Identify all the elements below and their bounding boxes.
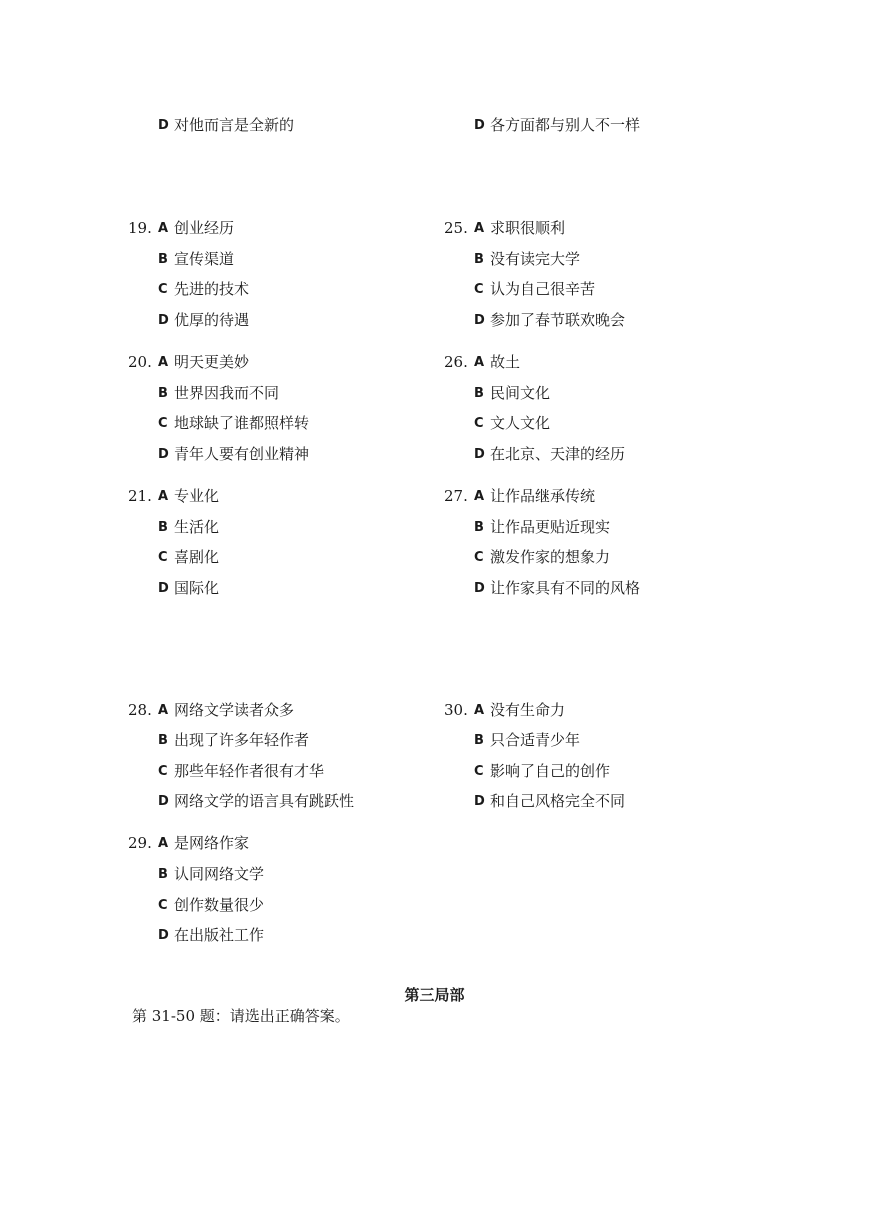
option-text: 只合适青少年: [490, 731, 581, 749]
option-text: 各方面都与别人不一样: [490, 116, 641, 134]
option-letter: D: [474, 581, 485, 596]
question-number: 30.: [444, 701, 468, 719]
option-text: 出现了许多年轻作者: [174, 731, 310, 749]
section-title: 第三局部: [404, 986, 465, 1004]
option-letter: A: [474, 703, 485, 718]
option-letter: D: [158, 794, 169, 809]
option-letter: A: [474, 355, 485, 370]
option-text: 在出版社工作: [174, 926, 265, 944]
question-number: 28.: [128, 701, 152, 719]
option-letter: C: [474, 764, 484, 779]
option-letter: D: [158, 313, 169, 328]
option-text: 民间文化: [490, 384, 551, 402]
option-text: 故土: [490, 353, 521, 371]
option-text: 国际化: [174, 579, 220, 597]
option-letter: A: [158, 703, 169, 718]
question-number: 25.: [444, 219, 468, 237]
question-number: 21.: [128, 487, 152, 505]
option-text: 参加了春节联欢晚会: [490, 311, 626, 329]
option-letter: C: [158, 764, 168, 779]
option-text: 专业化: [174, 487, 220, 505]
question-number: 26.: [444, 353, 468, 371]
question-number: 19.: [128, 219, 152, 237]
option-letter: C: [158, 550, 168, 565]
option-letter: A: [158, 355, 169, 370]
option-text: 在北京、天津的经历: [490, 445, 626, 463]
option-text: 网络文学的语言具有跳跃性: [174, 792, 355, 810]
option-text: 激发作家的想象力: [490, 548, 611, 566]
option-text: 让作家具有不同的风格: [490, 579, 641, 597]
option-text: 明天更美妙: [174, 353, 250, 371]
question-number: 29.: [128, 834, 152, 852]
option-letter: B: [158, 867, 168, 882]
option-letter: C: [474, 416, 484, 431]
option-text: 世界因我而不同: [174, 384, 280, 402]
option-letter: B: [474, 520, 484, 535]
option-letter: B: [158, 733, 168, 748]
option-letter: A: [158, 221, 169, 236]
option-letter: D: [474, 447, 485, 462]
option-text: 认同网络文学: [174, 865, 265, 883]
option-letter: A: [158, 489, 169, 504]
option-text: 对他而言是全新的: [174, 116, 295, 134]
question-number: 20.: [128, 353, 152, 371]
option-letter: C: [158, 282, 168, 297]
option-text: 没有生命力: [490, 701, 566, 719]
option-text: 创作数量很少: [174, 896, 265, 914]
option-letter: C: [474, 282, 484, 297]
option-text: 让作品更贴近现实: [490, 518, 611, 536]
option-letter: B: [158, 520, 168, 535]
option-text: 创业经历: [174, 219, 235, 237]
option-letter: B: [474, 386, 484, 401]
option-text: 求职很顺利: [490, 219, 566, 237]
question-number: 27.: [444, 487, 468, 505]
option-letter: A: [474, 489, 485, 504]
option-text: 先进的技术: [174, 280, 250, 298]
option-text: 优厚的待遇: [174, 311, 250, 329]
option-text: 是网络作家: [174, 834, 250, 852]
option-letter: C: [158, 416, 168, 431]
section-instruction: 第 31-50 题：请选出正确答案。: [132, 1007, 350, 1025]
option-text: 让作品继承传统: [490, 487, 596, 505]
option-text: 青年人要有创业精神: [174, 445, 310, 463]
option-text: 宣传渠道: [174, 250, 235, 268]
option-letter: A: [474, 221, 485, 236]
option-letter: D: [474, 118, 485, 133]
option-text: 那些年轻作者很有才华: [174, 762, 325, 780]
option-text: 没有读完大学: [490, 250, 581, 268]
option-text: 地球缺了谁都照样转: [174, 414, 310, 432]
option-letter: C: [158, 898, 168, 913]
option-letter: B: [158, 252, 168, 267]
option-text: 生活化: [174, 518, 220, 536]
option-letter: B: [474, 733, 484, 748]
option-text: 喜剧化: [174, 548, 220, 566]
option-text: 影响了自己的创作: [490, 762, 611, 780]
option-letter: D: [158, 928, 169, 943]
option-letter: D: [158, 118, 169, 133]
option-letter: D: [474, 794, 485, 809]
option-letter: D: [474, 313, 485, 328]
option-text: 认为自己很辛苦: [490, 280, 596, 298]
option-letter: B: [158, 386, 168, 401]
option-letter: C: [474, 550, 484, 565]
option-letter: D: [158, 447, 169, 462]
option-text: 和自己风格完全不同: [490, 792, 626, 810]
option-text: 网络文学读者众多: [174, 701, 295, 719]
option-letter: A: [158, 836, 169, 851]
option-letter: D: [158, 581, 169, 596]
option-letter: B: [474, 252, 484, 267]
option-text: 文人文化: [490, 414, 551, 432]
